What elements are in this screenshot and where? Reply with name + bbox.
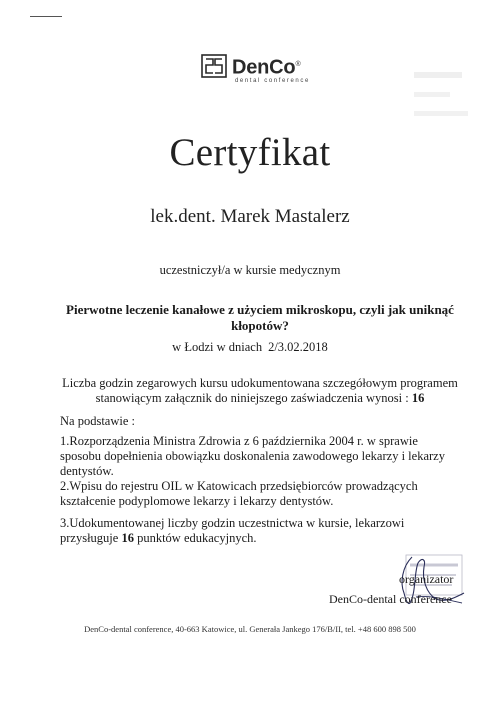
basis-label: Na podstawie : (60, 414, 135, 428)
footer-contact: DenCo-dental conference, 40-663 Katowice, ul. Generała Jankego 176/B/II, tel. +48 600 898 500 (84, 624, 416, 634)
scan-corner-mark (30, 16, 62, 17)
education-points-value: 16 (121, 531, 134, 545)
basis-point-1: 1.Rozporządzenia Ministra Zdrowia z 6 października 2004 r. w sprawie sposobu dopełnienia obowiązku doskonalenia zawodowego lekarzy i lekarzy dentystów. (60, 434, 445, 478)
point3-prefix: 3.Udokumentowanej liczby godzin uczestnictwa w kursie, lekarzowi przysługuje (60, 516, 405, 545)
hours-text: Liczba godzin zegarowych kursu udokumentowana szczegółowym programem stanowiącym załącznik do niniejszego zaświadczenia wynosi : (62, 376, 458, 405)
logo-subtitle: dental conference (235, 78, 310, 84)
denco-logo (201, 54, 321, 86)
denco-logo-icon (201, 54, 227, 78)
basis-point-3 (60, 516, 450, 546)
course-location-dates (0, 340, 500, 355)
signature-role: organizator (399, 572, 454, 586)
logo-wordmark: DenCo® (232, 56, 301, 79)
show-through-text (414, 72, 474, 122)
course-title: Pierwotne leczenie kanałowe z użyciem mikroskopu, czyli jak uniknąć kłopotów? (66, 302, 454, 333)
point3-suffix: punktów edukacyjnych. (137, 531, 257, 545)
signature-organization: DenCo-dental conference (329, 592, 452, 606)
course-dates: 2/3.02.2018 (268, 340, 328, 354)
recipient-name: lek.dent. Marek Mastalerz (150, 206, 350, 227)
course-location: w Łodzi w dniach (172, 340, 263, 354)
basis-point-2: 2.Wpisu do rejestru OIL w Katowicach przedsiębiorców prowadzących kształcenie podyplomowe lekarzy i lekarzy dentystów. (60, 479, 418, 508)
certificate-title: Certyfikat (169, 131, 331, 174)
hours-value: 16 (411, 391, 425, 405)
course-hours (60, 376, 460, 406)
participation-statement: uczestniczył/a w kursie medycznym (159, 263, 341, 277)
